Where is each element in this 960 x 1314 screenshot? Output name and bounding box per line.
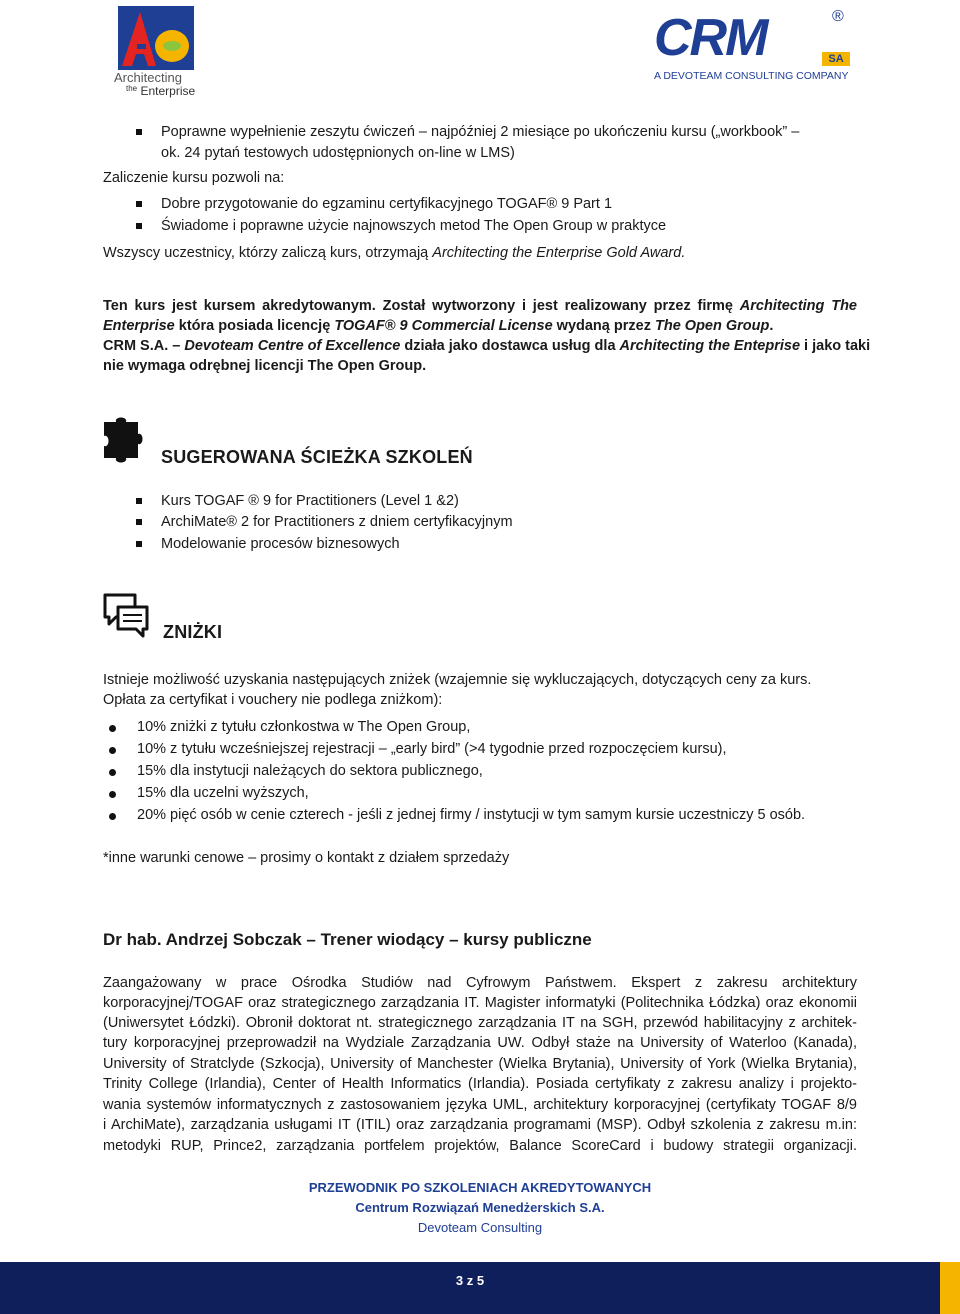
puzzle-icon — [100, 414, 152, 466]
discounts-intro-1: Istnieje możliwość uzyskania następujących zniżek (wzajemnie się wykluczających, dotyczących ceny za kurs. — [103, 672, 812, 688]
trainer-bio-line: i ArchiMate), zarządzania usługami IT (ITIL) oraz zarządzania programami (MSP). Odbył szkolenia z zakresu m.in: — [103, 1117, 857, 1133]
section-discounts-title: ZNIŻKI — [163, 622, 223, 642]
accreditation-text: i jako taki — [800, 338, 871, 354]
accreditation-coe: Devoteam Centre of Excellence — [184, 338, 401, 354]
award-text: Wszyscy uczestnicy, którzy zaliczą kurs, otrzymają — [103, 245, 433, 261]
bullet-square — [136, 129, 142, 135]
bullet-dot — [109, 769, 116, 776]
bullet-square — [136, 498, 142, 504]
page-number: 3 z 5 — [455, 1273, 485, 1288]
ate-logo — [112, 4, 202, 100]
footer-bar — [0, 1262, 940, 1314]
bullet-square — [136, 541, 142, 547]
ate-logo-text-2: the — [126, 84, 138, 93]
accreditation-line-1 — [103, 296, 857, 317]
bullet-square — [136, 519, 142, 525]
bullet-dot — [109, 813, 116, 820]
registered-icon: ® — [832, 8, 844, 25]
path-item: Modelowanie procesów biznesowych — [161, 536, 400, 552]
discount-item: 20% pięć osób w cenie czterech - jeśli z jednej firmy / instytucji w tym samym kursie uczestniczy 5 osób. — [137, 807, 806, 823]
trainer-bio-line: (Uniwersytet Łódzki). Obronił doktorat nt. strategicznego zarządzania IT na SGH, przewód habilitacyjny z architek- — [103, 1015, 857, 1031]
section-paths-title: SUGEROWANA ŚCIEŻKA SZKOLEŃ — [161, 447, 473, 467]
ate-logo-text-1: Architecting — [114, 70, 182, 85]
chat-bubbles-icon — [102, 592, 150, 640]
crm-logo-text: CRM — [654, 9, 767, 67]
bullet-square — [136, 201, 142, 207]
completion-bullet: Świadome i poprawne użycie najnowszych metod The Open Group w praktyce — [161, 218, 667, 234]
ate-logo-text-3: Enterprise — [140, 84, 196, 98]
accreditation-text: wydaną przez — [552, 318, 655, 334]
award-line — [103, 243, 685, 264]
crm-logo-sa: SA — [822, 52, 850, 66]
accreditation-line-4: nie wymaga odrębnej licencji The Open Group. — [103, 358, 427, 374]
completion-intro: Zaliczenie kursu pozwoli na: — [103, 170, 285, 186]
accreditation-company: Enterprise — [103, 318, 175, 334]
accreditation-issuer: The Open Group — [654, 318, 770, 334]
bullet-square — [136, 223, 142, 229]
discount-item: 10% z tytułu wcześniejszej rejestracji – „early bird” (>4 tygodnie przed rozpoczęciem kursu), — [137, 741, 727, 757]
accreditation-license: TOGAF® 9 Commercial License — [334, 318, 553, 334]
trainer-bio-line: Zaangażowany w prace Ośrodka Studiów nad Cyfrowym Państwem. Ekspert z zakresu architektury — [103, 975, 857, 991]
trainer-bio-line: wania systemów informatycznych z zastosowaniem języka UML, architektury korporacyjnej (certyfikaty TOGAF 8/9 — [103, 1097, 857, 1113]
intro-bullet-line-2: ok. 24 pytań testowych udostępnionych on-line w LMS) — [161, 145, 515, 161]
trainer-bio-line: Trinity College (Irlandia), Center of Health Informatics (Irlandia). Posiada certyfikaty z zakresu analizy i projekto- — [103, 1076, 857, 1092]
footer-line-1: PRZEWODNIK PO SZKOLENIACH AKREDYTOWANYCH — [308, 1180, 652, 1195]
bullet-dot — [109, 791, 116, 798]
footer-line-2: Centrum Rozwiązań Menedżerskich S.A. — [355, 1200, 605, 1215]
path-item: ArchiMate® 2 for Practitioners z dniem certyfikacyjnym — [161, 514, 513, 530]
accreditation-text: . — [769, 318, 774, 334]
footer-line-3: Devoteam Consulting — [417, 1220, 543, 1235]
accreditation-line-2 — [103, 316, 773, 337]
accreditation-text: – — [168, 338, 185, 354]
completion-bullet: Dobre przygotowanie do egzaminu certyfikacyjnego TOGAF® 9 Part 1 — [161, 196, 613, 212]
discounts-intro-2: Opłata za certyfikat i vouchery nie podlega zniżkom): — [103, 692, 443, 708]
crm-logo — [652, 8, 856, 86]
discounts-note: *inne warunki cenowe – prosimy o kontakt z działem sprzedaży — [103, 850, 510, 866]
discount-item: 15% dla instytucji należących do sektora publicznego, — [137, 763, 483, 779]
crm-logo-sub: A DEVOTEAM CONSULTING COMPANY — [654, 70, 849, 82]
path-item: Kurs TOGAF ® 9 for Practitioners (Level 1 &2) — [161, 493, 459, 509]
ate-logo-mark — [112, 4, 202, 74]
accreditation-company: Architecting The — [739, 298, 857, 314]
intro-bullet-line-1: Poprawne wypełnienie zeszytu ćwiczeń – najpóźniej 2 miesiące po ukończeniu kursu („workbook” – — [161, 124, 800, 140]
award-name: Architecting the Enterprise Gold Award. — [432, 245, 686, 261]
trainer-bio-line: metodyki RUP, Prince2, zarządzania portfelem projektów, Balance ScoreCard i budowy strategii organizacji. — [103, 1138, 857, 1154]
accreditation-text: Ten kurs jest kursem akredytowanym. Został wytworzony i jest realizowany przez firmę — [103, 298, 740, 314]
accreditation-line-3 — [103, 336, 871, 357]
footer-accent — [940, 1262, 960, 1314]
accreditation-text: CRM S.A. — [103, 338, 169, 354]
trainer-bio-line: University of Stratclyde (Szkocja), University of Manchester (Wielka Brytania), University of York (Wielka Brytania), — [103, 1056, 857, 1072]
trainer-title: Dr hab. Andrzej Sobczak – Trener wiodący – kursy publiczne — [103, 930, 592, 949]
discount-item: 15% dla uczelni wyższych, — [137, 785, 309, 801]
trainer-bio-line: korporacyjnej/TOGAF oraz strategicznego zarządzania IT. Magister informatyki (Politechnika Łódzka) oraz ekonomii — [103, 995, 857, 1011]
accreditation-text: działa jako dostawca usług dla — [400, 338, 620, 354]
bullet-dot — [109, 725, 116, 732]
bullet-dot — [109, 747, 116, 754]
trainer-bio-line: tury korporacyjnej przeprowadził na Wydziale Zarządzania UW. Odbył staże na University of Waterloo (Kanada), — [103, 1035, 857, 1051]
discount-item: 10% zniżki z tytułu członkostwa w The Open Group, — [137, 719, 471, 735]
accreditation-text: która posiada licencję — [174, 318, 335, 334]
accreditation-company: Architecting the Entеprise — [619, 338, 801, 354]
